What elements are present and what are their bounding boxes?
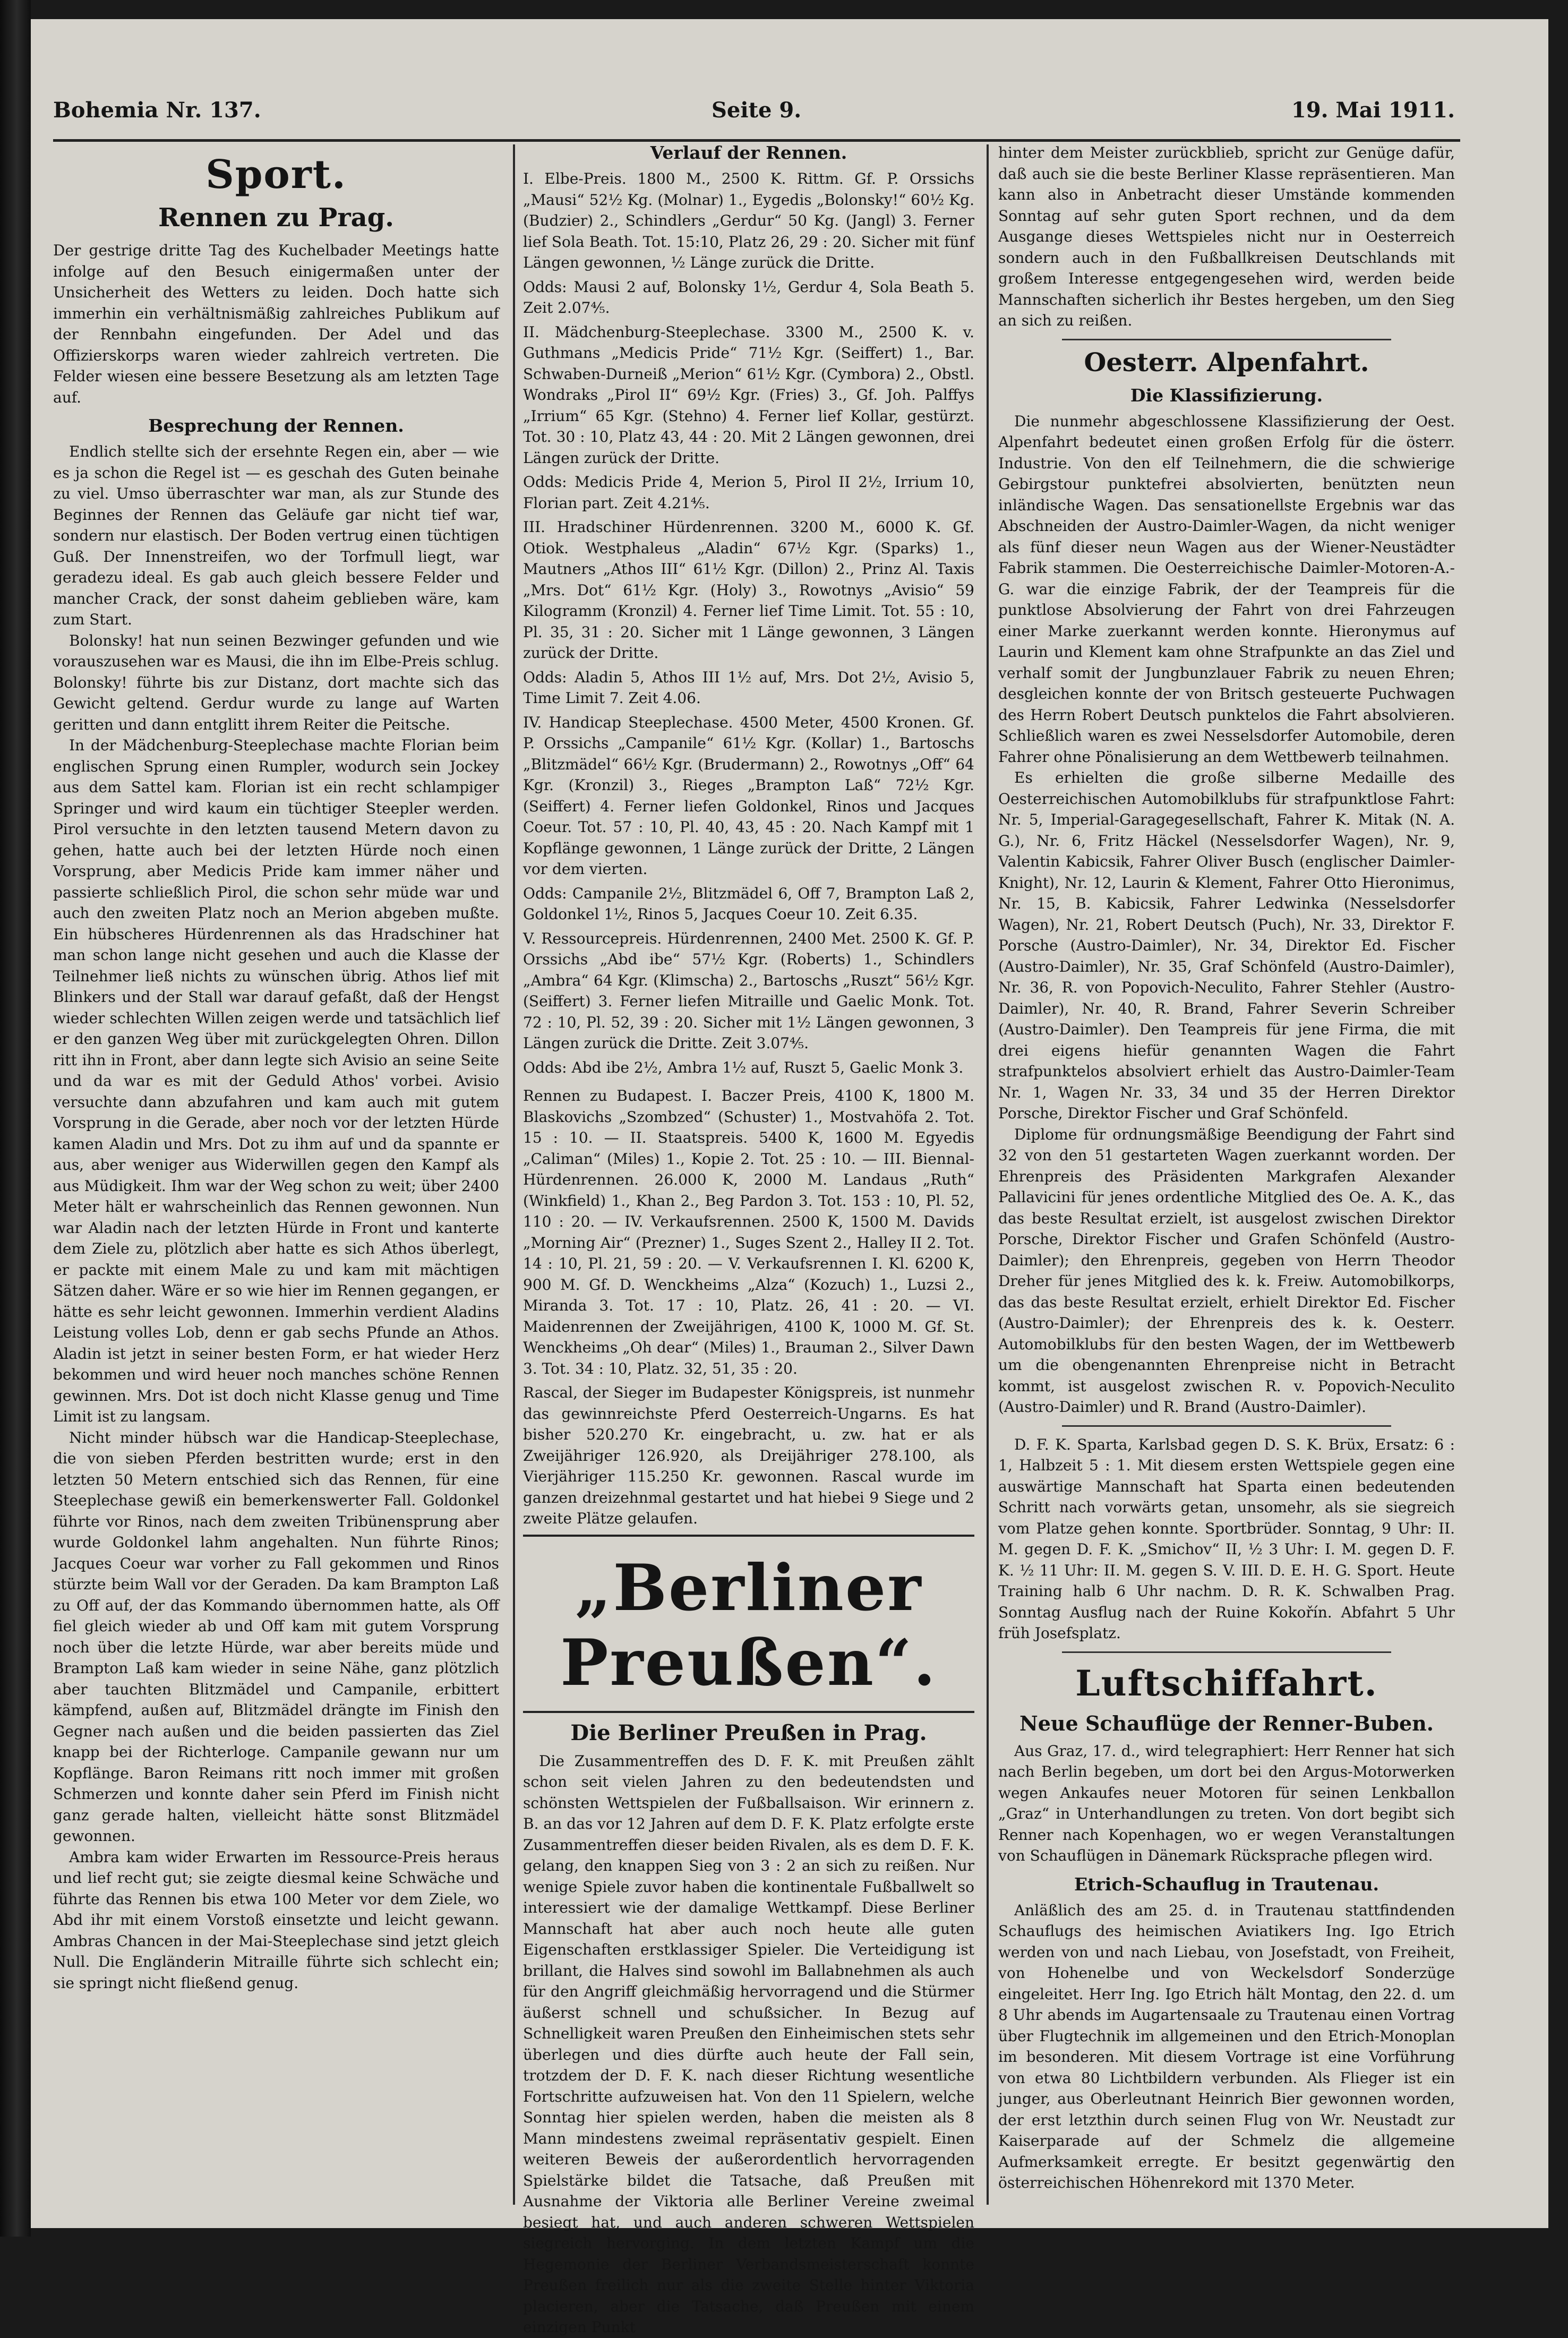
page-header [53,90,1455,133]
header-date: 19. Mai 1911. [1291,98,1455,123]
race-2-odds: Odds: Medicis Pride 4, Merion 5, Pirol II 2½, Irrium 10, Florian part. Zeit 4.21⅘. [523,473,974,512]
paragraph-1: Endlich stellte sich der ersehnte Regen ein, aber — wie es ja schon die Regel ist — es geschah des Guten beinahe zu viel. Umso überraschter war man, als zur Stunde des Beginnes der Rennen das Geläufe gar nicht tief war, sondern nur elastisch. Der Boden vertrug einen tüchtigen Guß. Der Innenstreifen, wo der Torfmull liegt, war geradezu ideal. Es gab auch gleich bessere Felder und mancher Crack, der sonst daheim geblieben wäre, kam zum Start. [53,443,499,628]
heading-klassifizierung: Die Klassifizierung. [1130,384,1323,406]
heading-etrich: Etrich-Schauflug in Trautenau. [1074,1873,1379,1895]
race-5: V. Ressourcepreis. Hürdenrennen, 2400 Met. 2500 K. Gf. P. Orssichs „Abd ibe“ 57½ Kgr. (Roberts) 1., Schindlers „Ambra“ 64 Kgr. (Klimscha) 2., Bartoschs „Ruszt“ 56½ Kgr. (Seiffert) 3. Ferner liefen Mitraille und Gaelic Monk. Tot. 72 : 10, Pl. 52, 39 : 20. Sicher mit 1½ Längen gewonnen, 3 Längen zurück die Dritte. Zeit 3.07⅘. [523,929,974,1052]
section-title-sport: Sport. [205,152,347,198]
berlin-continuation: hinter dem Meister zurückblieb, spricht zur Genüge dafür, daß auch sie die beste Berliner Klasse repräsentieren. Man kann also in Anbetracht dieser Umstände kommenden Sonntag auf sehr guten Sport rechnen, und da dem Ausgange dieses Wettspieles nicht nur in Oesterreich sondern auch in den Fußballkreisen Deutschlands mit großem Interesse entgegengesehen wird, werden beide Mannschaften sicherlich ihr Bestes hergeben, um den Sieg an sich zu reißen. [998,144,1455,329]
race-1-odds: Odds: Mausi 2 auf, Bolonsky 1½, Gerdur 4, Sola Beath 5. Zeit 2.07⅘. [523,278,974,316]
sport-notes: D. F. K. Sparta, Karlsbad gegen D. S. K. Brüx, Ersatz: 6 : 1, Halbzeit 5 : 1. Mit diesem ersten Wettspiele gegen eine auswärtige Mannschaft hat Sparta einen bedeutenden Schritt nach vorwärts getan, unsomehr, als sie siegreich vom Platze gehen konnte. Sportbrüder. Sonntag, 9 Uhr: II. M. gegen D. F. K. „Smichov“ II, ½ 3 Uhr: I. M. gegen D. F. K. ½ 11 Uhr: II. M. gegen S. V. III. D. E. H. G. Sport. Heute Training halb 6 Uhr nachm. D. R. K. Schwalben Prag. Sonntag Ausflug nach der Ruine Kokořín. Abfahrt 5 Uhr früh Josefsplatz. [998,1435,1455,1642]
alpen-paragraph-3: Diplome für ordnungsmäßige Beendigung der Fahrt sind 32 von den 51 gestarteten Wagen zuerkannt worden. Der Ehrenpreis des Präsidenten Markgrafen Alexander Pallavicini für jenes ordentliche Mitglied des Oe. A. K., das das beste Resultat erzielt, ist ausgelost zwischen Direktor Porsche, Direktor Fischer und Grafen Schönfeld (Austro-Daimler); den Ehrenpreis, gegeben von Herrn Theodor Dreher für jenes Mitglied des k. k. Freiw. Automobilkorps, das das beste Resultat erzielt, erhielt Direktor Ed. Fischer (Austro-Daimler); der Ehrenpreis des k. k. Oesterr. Automobilklubs für den besten Wagen, der im Wettbewerb um die obengenannten Ehrenpreise nicht in Betracht kommt, ist ausgelost zwischen R. v. Popovich-Neculito (Austro-Daimler) und R. Brand (Austro-Daimler). [998,1125,1455,1416]
article-title-rennen-prag: Rennen zu Prag. [158,203,394,233]
column-divider-2 [987,144,989,2205]
alpen-paragraph-2: Es erhielten die große silberne Medaille des Oesterreichischen Automobilklubs für strafpunktlose Fahrt: Nr. 5, Imperial-Garagegesellschaft, Fahrer K. Mitak (N. A. G.), Nr. 6, Fritz Häckel (Nesselsdorfer Wagen), Nr. 9, Valentin Kabicsik, Fahrer Oliver Busch (englischer Daimler-Knight), Nr. 12, Laurin & Klement, Fahrer Otto Hieronimus, Nr. 15, B. Kabicsik, Fahrer Ledwinka (Nesselsdorfer Wagen), Nr. 21, Robert Deutsch (Puch), Nr. 33, Direktor F. Porsche (Austro-Daimler), Nr. 34, Direktor Ed. Fischer (Austro-Daimler), Nr. 35, Graf Schönfeld (Austro-Daimler), Nr. 36, R. von Popovich-Neculito, Fahrer Stehler (Austro-Daimler), Nr. 40, R. Brand, Fahrer Severin Schreiber (Austro-Daimler). Den Teampreis für jene Firma, die mit drei eigens hiefür genannten Wagen die Fahrt strafpunktelos absolviert erhielt das Austro-Daimler-Team Nr. 1, Wagen Nr. 33, 34 und 35 der Herren Direktor Porsche, Direktor Fischer und Graf Schönfeld. [998,769,1455,1122]
section-title-luftschiffahrt: Luftschiffahrt. [1075,1662,1378,1704]
luft-paragraph: Aus Graz, 17. d., wird telegraphiert: Herr Renner hat sich nach Berlin begeben, um dort bei den Argus-Motorwerken wegen Ankaufes neuer Motoren für seinen Lenkballon „Graz“ in Unterhandlungen zu treten. Von dort begibt sich Renner nach Kopenhagen, wo er wegen Veranstaltungen von Schauflügen in Dänemark Rücksprache pflegen wird. [998,1742,1455,1864]
budapest-results: Rennen zu Budapest. I. Baczer Preis, 4100 K, 1800 M. Blaskovichs „Szombzed“ (Schuster) 1., Mostvahöfa 2. Tot. 15 : 10. — II. Staatspreis. 5400 K, 1600 M. Egyedis „Caliman“ (Miles) 1., Kopie 2. Tot. 25 : 10. — III. Biennal-Hürdenrennen. 26.000 K, 2000 M. Landaus „Ruth“ (Winkfield) 1., Khan 2., Beg Pardon 3. Tot. 153 : 10, Pl. 52, 110 : 20. — IV. Verkaufsrennen. 2500 K, 1500 M. Davids „Morning Air“ (Prezner) 1., Suges Szent 2., Halley II 2. Tot. 14 : 10, Pl. 21, 59 : 20. — V. Verkaufsrennen I. Kl. 6200 K, 900 M. Gf. D. Wenckheims „Alza“ (Kozuch) 1., Luzsi 2., Miranda 3. Tot. 17 : 10, Platz. 26, 41 : 20. — VI. Maidenrennen der Zweijährigen, 4100 K, 1000 M. Gf. St. Wenckheims „Oh dear“ (Miles) 1., Brauman 2., Silver Dawn 3. Tot. 34 : 10, Platz. 32, 51, 35 : 20. [523,1087,974,1377]
column-results [523,142,974,2336]
race-4: IV. Handicap Steeplechase. 4500 Meter, 4500 Kronen. Gf. P. Orssichs „Campanile“ 61½ Kgr. (Kollar) 1., Bartoschs „Blitzmädel“ 66½ Kgr. (Brudermann) 2., Rowotnys „Off“ 64 Kgr. (Kronzil) 3., Rieges „Brampton Laß“ 72½ Kgr. (Seiffert) 4. Ferner liefen Goldonkel, Rinos und Jacques Coeur. Tot. 57 : 10, Pl. 40, 43, 45 : 20. Nach Kampf mit 1 Kopflänge gewonnen, 1 Länge zurück der Dritte, 2 Längen vor dem vierten. [523,713,974,878]
heading-renner-buben: Neue Schauflüge der Renner-Buben. [1019,1711,1434,1735]
column-misc [998,142,1455,2191]
separator-1 [1062,339,1391,340]
column-divider-1 [513,144,515,2205]
heading-berliner-prag: Die Berliner Preußen in Prag. [570,1720,927,1745]
banner-rule-bottom [523,1711,974,1713]
banner-rule [523,1535,974,1537]
banner-berliner-preussen: „Berliner Preußen“. [560,1550,937,1700]
paragraph-4: Nicht minder hübsch war die Handicap-Steeplechase, die von sieben Pferden bestritten wurde; erst in den letzten 50 Metern entschied sich das Rennen, für eine Steeplechase gewiß ein bemerkenswerter Fall. Goldonkel führte vor Rinos, nach dem zweiten Tribünensprung aber wurde Goldonkel lahm angehalten. Nun führte Rinos; Jacques Coeur war vorher zu Fall gekommen und Rinos stürzte beim Wall vor der Geraden. Da kam Brampton Laß zu Off auf, der das Kommando übernommen hatte, als Off fiel gleich wieder ab und Off kam mit gutem Vorsprung noch über die letzte Hürde, war aber bereits müde und Brampton Laß kam wieder in seine Nähe, ganz plötzlich aber tauchten Blitzmädel und Campanile, erbittert kämpfend, außen auf, Blitzmädel drängte im Finish den Gegner nach außen und die beiden passierten das Ziel knapp bei der Richterloge. Campanile gewann nur um Kopflänge. Baron Reimans ritt noch immer mit großen Schmerzen und konnte daher sein Pferd im Finish nicht ganz gerade halten, vielleicht hätte sonst Blitzmädel gewonnen. [53,1428,499,1845]
race-1: I. Elbe-Preis. 1800 M., 2500 K. Rittm. Gf. P. Orssichs „Mausi“ 52½ Kg. (Molnar) 1., Eygedis „Bolonsky!“ 60½ Kg. (Budzier) 2., Schindlers „Gerdur“ 50 Kg. (Jangl) 3. Ferner lief Sola Beath. Tot. 15:10, Platz 26, 29 : 20. Sicher mit fünf Längen gewonnen, ½ Länge zurück die Dritte. [523,170,974,271]
etrich-paragraph: Anläßlich des am 25. d. in Trautenau stattfindenden Schauflugs des heimischen Aviatikers Ing. Igo Etrich werden von und nach Liebau, von Josefstadt, von Freiheit, von Hohenelbe und von Weckelsdorf Sonderzüge eingeleitet. Herr Ing. Igo Etrich hält Montag, den 22. d. um 8 Uhr abends im Augartensaale zu Trautenau einen Vortrag über Flugtechnik im allgemeinen und den Etrich-Monoplan im besonderen. Mit diesem Vortrage ist eine Vorführung von etwa 80 Lichtbildern verbunden. Als Flieger ist ein junger, aus Oberleutnant Heinrich Bier gewonnen worden, der erst letzthin durch seinen Flug von Wr. Neustadt zur Kaiserparade auf der Schmelz die allgemeine Aufmerksamkeit erregte. Er besitzt gegenwärtig den österreichischen Höhenrekord mit 1370 Meter. [998,1901,1455,2191]
race-3-odds: Odds: Aladin 5, Athos III 1½ auf, Mrs. Dot 2½, Avisio 5, Time Limit 7. Zeit 4.06. [523,668,974,707]
book-binding-edge [0,0,31,2237]
article-title-alpenfahrt: Oesterr. Alpenfahrt. [1084,347,1369,378]
heading-verlauf: Verlauf der Rennen. [650,142,847,163]
paragraph-2: Bolonsky! hat nun seinen Bezwinger gefunden und wie vorauszusehen war es Mausi, die ihn im Elbe-Preis schlug. Bolonsky! führte bis zur Distanz, dort machte sich das Gewicht geltend. Gerdur wurde zu lange auf Warten geritten und dann entglitt ihrem Reiter die Peitsche. [53,631,499,733]
race-5-odds: Odds: Abd ibe 2½, Ambra 1½ auf, Ruszt 5, Gaelic Monk 3. [523,1058,964,1076]
header-masthead: Bohemia Nr. 137. [53,98,261,123]
header-rule [53,139,1460,142]
alpen-paragraph-1: Die nunmehr abgeschlossene Klassifizierung der Oest. Alpenfahrt bedeutet einen großen Erfolg für die österr. Industrie. Von den elf Teilnehmern, die die schwierige Gebirgstour punktefrei absolvierten, benützten neun inländische Wagen. Das sensationellste Ergebnis war das Abschneiden der Austro-Daimler-Wagen, da nicht weniger als fünf dieser neun Wagen aus der Wiener-Neustädter Fabrik stammen. Die Oesterreichische Daimler-Motoren-A.-G. war die einzige Fabrik, der der Teampreis für die punktlose Absolvierung der Fahrt von drei Fahrzeugen einer Marke zuerkannt werden konnte. Hieronymus auf Laurin und Klement kam ohne Strafpunkte an das Ziel und verhalf somit der Jungbunzlauer Fabrik zu neuen Ehren; desgleichen konnte der von Britsch gesteuerte Puchwagen des Herrn Robert Deutsch punktelos die Fahrt absolvieren. Schließlich waren es zwei Nesselsdorfer Automobile, deren Fahrer ohne Pönalisierung an dem Wettbewerb teilnahmen. [998,412,1455,766]
race-4-odds: Odds: Campanile 2½, Blitzmädel 6, Off 7, Brampton Laß 2, Goldonkel 1½, Rinos 5, Jacques Coeur 10. Zeit 6.35. [523,884,974,923]
heading-besprechung: Besprechung der Rennen. [148,415,404,436]
rascal-note: Rascal, der Sieger im Budapester Königspreis, ist nunmehr das gewinnreichste Pferd Oesterreich-Ungarns. Es hat bisher 520.270 Kr. eingebracht, u. zw. hat er als Zweijähriger 126.920, als Dreijähriger 278.100, als Vierjähriger 115.250 Kr. gewonnen. Rascal wurde im ganzen dreizehnmal gestartet und hat hiebei 9 Siege und 2 zweite Plätze gelaufen. [523,1384,974,1527]
paragraph-3: In der Mädchenburg-Steeplechase machte Florian beim englischen Sprung einen Rumpler, wodurch sein Jockey aus dem Sattel kam. Florian ist ein recht schlampiger Springer und wird kaum ein tüchtiger Steepler werden. Pirol versuchte in den letzten tausend Metern davon zu gehen, hatte auch bei der letzten Hürde noch einen Vorsprung, aber Medicis Pride kam immer näher und passierte schließlich Pirol, die schon sehr müde war und auch den zweiten Platz noch an Merion abgeben mußte. Ein hübscheres Hürdenrennen als das Hradschiner hat man schon lange nicht gesehen und auch die Klasse der Teilnehmer ließ nichts zu wünschen übrig. Athos lief mit Blinkers und der Stall war darauf gefaßt, daß der Hengst wieder schlechten Willen zeigen werde und tatsächlich lief er den ganzen Weg über mit zurückgelegten Ohren. Dillon ritt ihn in Front, aber dann legte sich Avisio an seine Seite und da war es mit der Geduld Athos' vorbei. Avisio versuchte dann abzufahren und kam auch mit gutem Vorsprung in die Gerade, aber noch vor der letzten Hürde kamen Aladin und Mrs. Dot zu ihm auf und da spannte er aus, aber weniger aus Widerwillen gegen den Kampf als aus Müdigkeit. Ihm war der Weg schon zu weit; über 2400 Meter hält er wahrscheinlich das Rennen gewonnen. Nun war Aladin nach der letzten Hürde in Front und kanterte dem Ziele zu, plötzlich aber hatte es sich Athos überlegt, er packte mit einem Male zu und kam mit mächtigen Sätzen daher. Wäre er so wie hier im Rennen gegangen, er hätte es sehr leicht gewonnen. Immerhin verdient Aladins Leistung volles Lob, denn er gab sechs Pfunde an Athos. Aladin ist jetzt in seiner besten Form, er hat wieder Herz bekommen und wird heuer noch manches schöne Rennen gewinnen. Mrs. Dot ist doch nicht Klasse genug und Time Limit ist zu langsam. [53,736,499,1425]
header-page-number: Seite 9. [712,98,802,123]
article-intro: Der gestrige dritte Tag des Kuchelbader Meetings hatte infolge auf den Besuch einigermaßen unter der Unsicherheit des Wetters zu leiden. Doch hatte sich immerhin ein verhältnismäßig zahlreiches Publikum auf der Rennbahn eingefunden. Der Adel und das Offizierskorps waren wieder zahlreich vertreten. Die Felder wiesen eine bessere Besetzung als am letzten Tage auf. [53,242,499,406]
paragraph-5: Ambra kam wider Erwarten im Ressource-Preis heraus und lief recht gut; sie zeigte diesmal keine Schwäche und führte das Rennen bis etwa 100 Meter vor dem Ziele, wo Abd ihr mit einem Vorstoß einsetzte und leicht gewann. Ambras Chancen in der Mai-Steeplechase sind jetzt gleich Null. Die Engländerin Mitraille führte sich schlecht ein; sie springt nicht fließend genug. [53,1848,499,1992]
berlin-article: Die Zusammentreffen des D. F. K. mit Preußen zählt schon seit vielen Jahren zu den bedeutendsten und schönsten Wettspielen der Fußballsaison. Wir erinnern z. B. an das vor 12 Jahren auf dem D. F. K. Platz erfolgte erste Zusammentreffen dieser beiden Rivalen, als es dem D. F. K. gelang, den knappen Sieg von 3 : 2 an sich zu reißen. Nur wenige Spiele zuvor haben die kontinentale Fußballwelt so interessiert wie der damalige Wettkampf. Diese Berliner Mannschaft hat aber auch noch heute alle guten Eigenschaften erstklassiger Spieler. Die Verteidigung ist brillant, die Halves sind sowohl im Ballabnehmen als auch für den Angriff gleichmäßig hervorragend und die Stürmer äußerst schnell und schußsicher. In Bezug auf Schnelligkeit waren Preußen den Einheimischen stets sehr überlegen und dies dürfte auch heute der Fall sein, trotzdem der D. F. K. nach dieser Richtung wesentliche Fortschritte aufzuweisen hat. Von den 11 Spielern, welche Sonntag hier spielen werden, haben die meisten als 8 Mann mindestens zweimal repräsentativ gespielt. Einen weiteren Beweis der außerordentlich hervorragenden Spielstärke bildet die Tatsache, daß Preußen mit Ausnahme der Viktoria alle Berliner Vereine zweimal besiegt hat, und auch anderen schweren Wettspielen siegreich hervorging. In dem letzten Kampf um die Hegemonie der Berliner Verbandsmeisterschaft konnte Preußen freilich nur als die zweite Stelle hinter Viktoria placieren, aber die Tatsache, daß Preußen mit einem einzigen Punkt [523,1752,974,2336]
separator-2 [1062,1425,1391,1427]
race-3: III. Hradschiner Hürdenrennen. 3200 M., 6000 K. Gf. Otiok. Westphaleus „Aladin“ 67½ Kgr. (Sparks) 1., Mautners „Athos III“ 61½ Kgr. (Dillon) 2., Prinz Al. Taxis „Mrs. Dot“ 61½ Kgr. (Holy) 3., Rowotnys „Avisio“ 59 Kilogramm (Kronzil) 4. Ferner lief Time Limit. Tot. 55 : 10, Pl. 35, 31 : 20. Sicher mit 1 Länge gewonnen, 3 Längen zurück der Dritte. [523,518,974,662]
column-sport [53,142,499,2181]
separator-3 [1062,1651,1391,1653]
race-2: II. Mädchenburg-Steeplechase. 3300 M., 2500 K. v. Guthmans „Medicis Pride“ 71½ Kgr. (Seiffert) 1., Bar. Schwaben-Durneiß „Merion“ 61½ Kgr. (Cymbora) 2., Obstl. Wondraks „Pirol II“ 69½ Kgr. (Fries) 3., Gf. Joh. Palffys „Irrium“ 65 Kgr. (Stehno) 4. Ferner lief Kollar, gestürzt. Tot. 30 : 10, Platz 43, 44 : 20. Mit 2 Längen gewonnen, drei Längen zurück der Dritte. [523,323,974,467]
